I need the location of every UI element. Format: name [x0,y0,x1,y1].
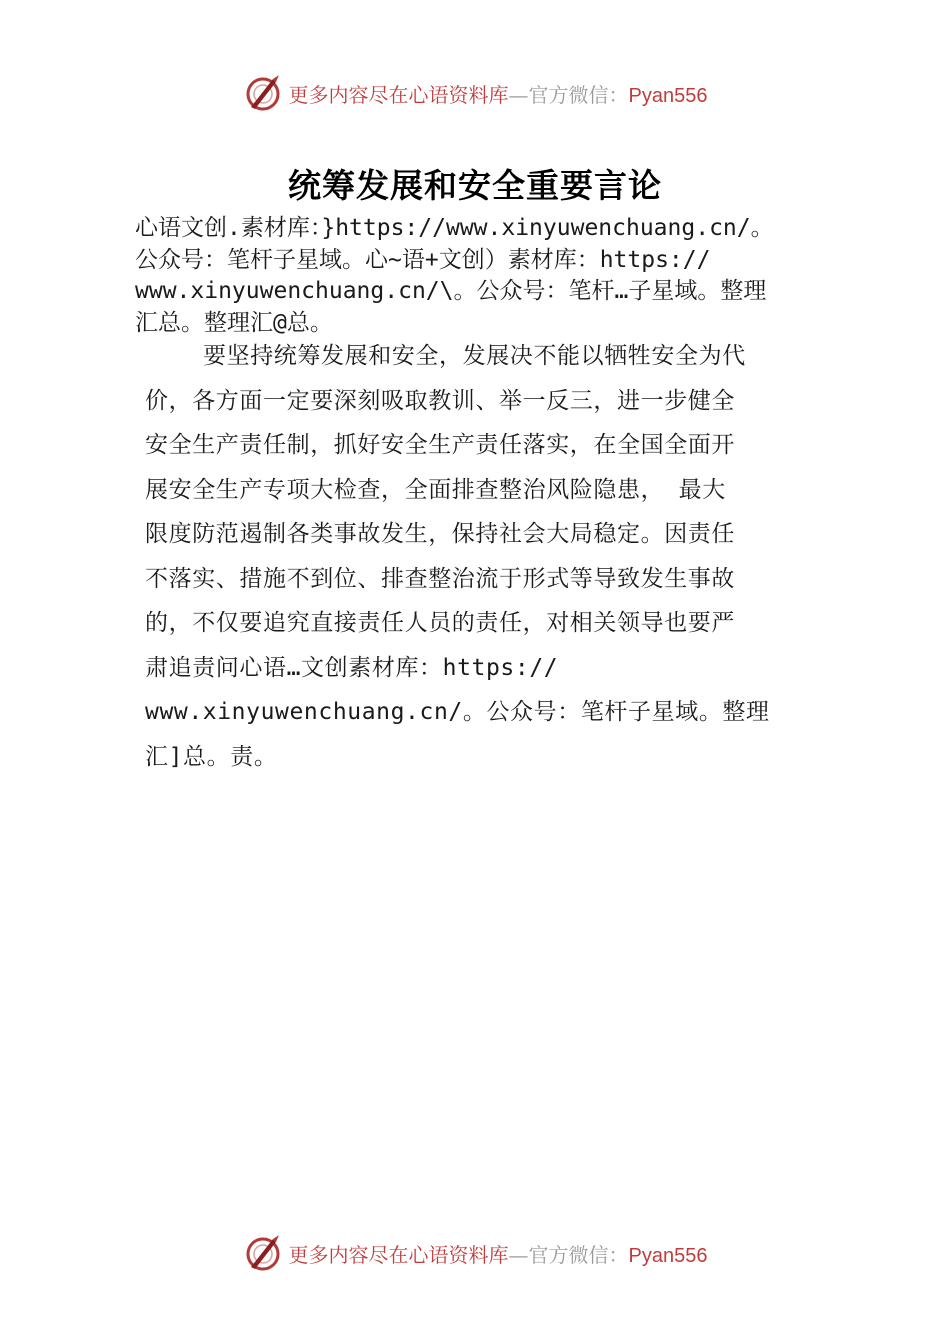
banner-title: 更多内容尽在心语资料库 [288,82,509,107]
body-line: 汇]总。责。 [145,743,278,770]
banner-separator: —官方微信： [508,82,629,107]
banner-separator: —官方微信： [508,1242,629,1267]
header-line: www.xinyuwenchuang.cn/\。公众号：笔杆…子星域。整理 [135,278,767,304]
header-line: 汇总。整理汇@总。 [135,309,333,336]
document-title: 统筹发展和安全重要言论 [288,166,662,205]
header-block [135,213,835,339]
body-line: 的，不仅要追究直接责任人员的责任，对相关领导也要严 [145,610,735,636]
body-line: 限度防范遏制各类事故发生，保持社会大局稳定。因责任 [145,521,735,547]
body-line: 不落实、措施不到位、排查整治流于形式等导致发生事故 [145,565,735,592]
header-line: 心语文创.素材库：}https://www.xinyuwenchuang.cn/。 [135,215,774,241]
banner-wechat-id: Pyan556 [628,1244,708,1267]
body-line: 要坚持统筹发展和安全，发展决不能以牺牲安全为代 [203,343,746,369]
body-line: www.xinyuwenchuang.cn/。公众号：笔杆子星域。整理 [145,699,770,725]
body-line: 安全生产责任制，抓好安全生产责任落实，在全国全面开 [145,432,735,458]
quill-pen-logo-icon [243,73,283,113]
banner-wechat-id: Pyan556 [628,84,708,107]
body-paragraph [145,334,835,779]
quill-pen-logo-icon [243,1233,283,1273]
header-line: 公众号：笔杆子星域。心~语+文创）素材库：https:// [135,246,711,273]
body-line: 展安全生产专项大检查，全面排查整治风险隐患， 最大 [145,476,726,503]
bottom-banner [0,1230,950,1276]
banner-title: 更多内容尽在心语资料库 [288,1242,509,1267]
top-banner [0,70,950,116]
body-line: 价，各方面一定要深刻吸取教训、举一反三，进一步健全 [145,387,735,414]
body-line: 肃追责问心语…文创素材库：https:// [145,654,559,681]
